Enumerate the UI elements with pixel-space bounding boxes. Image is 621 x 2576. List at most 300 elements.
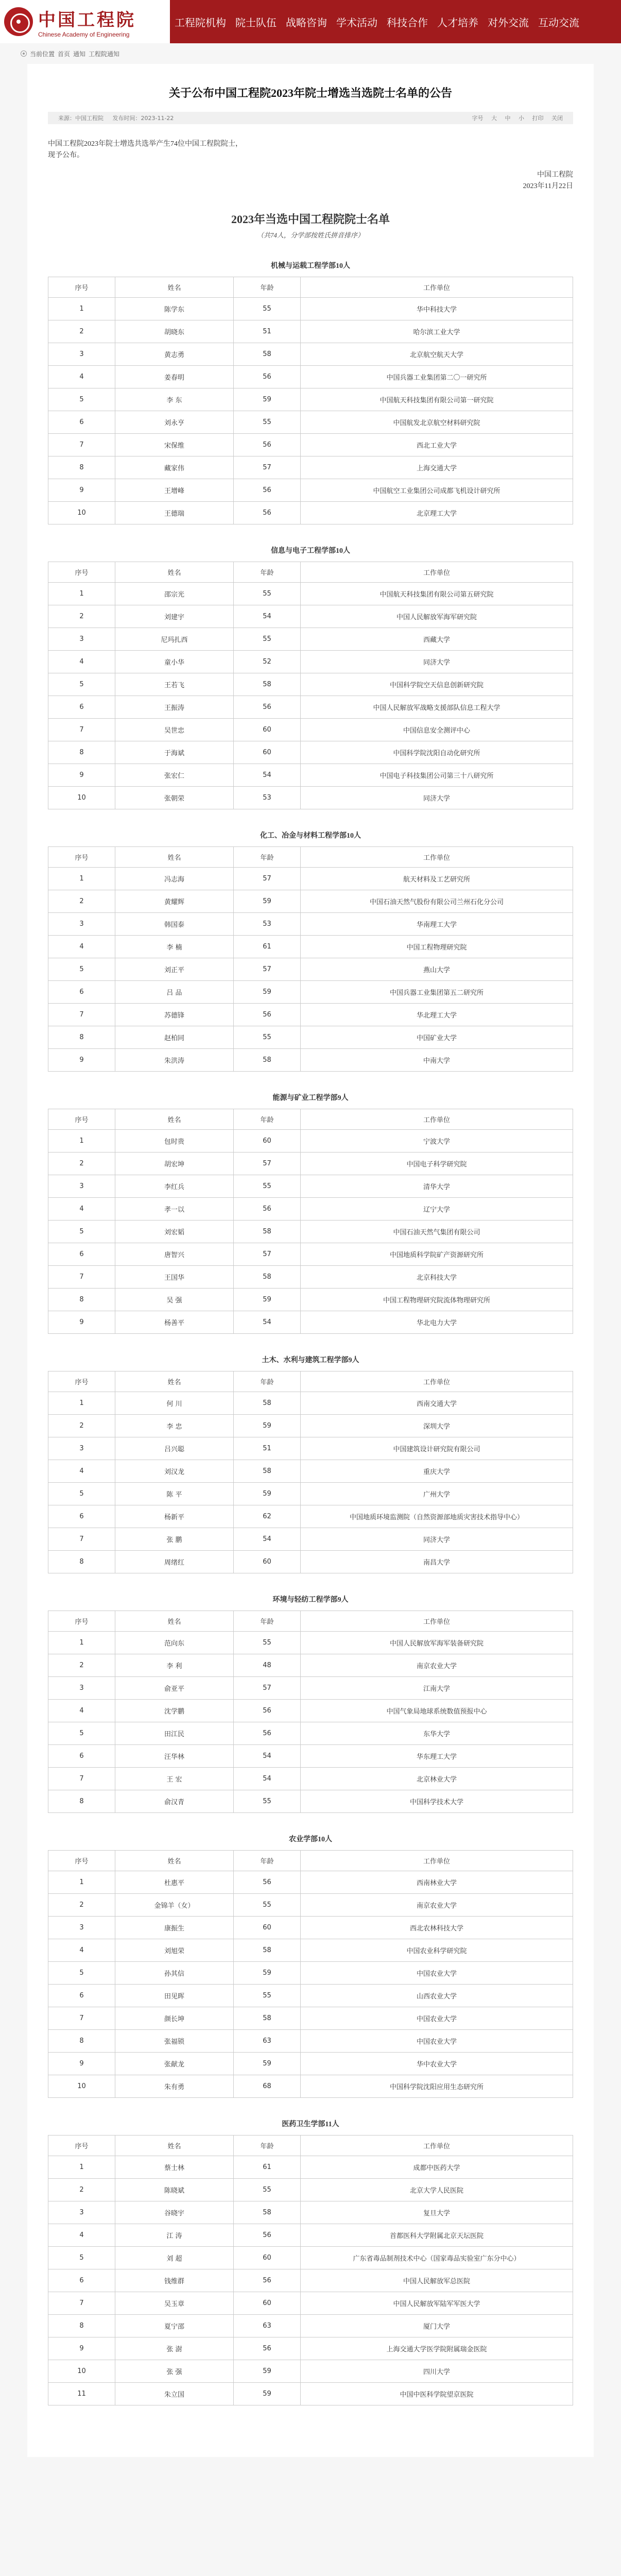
division-section — [48, 830, 573, 1072]
column-header: 工作单位 — [301, 1371, 573, 1392]
member-affiliation: 哈尔滨工业大学 — [301, 320, 573, 343]
member-name: 于海斌 — [115, 741, 234, 764]
member-name: 张福锁 — [115, 2030, 234, 2053]
division-title: 信息与电子工程学部10人 — [271, 547, 350, 555]
site-header — [0, 0, 621, 43]
row-index: 6 — [48, 981, 115, 1004]
member-affiliation: 中国科学院空天信息创新研究院 — [301, 673, 573, 696]
member-name: 金锦羊（女） — [115, 1894, 234, 1917]
table-row — [48, 605, 573, 628]
member-table — [48, 1850, 573, 2098]
row-index: 4 — [48, 2224, 115, 2247]
member-name: 刘正平 — [115, 958, 234, 981]
nav-item[interactable]: 战略咨询 — [286, 16, 327, 29]
member-affiliation: 首都医科大学附属北京天坛医院 — [301, 2224, 573, 2247]
table-row — [48, 1894, 573, 1917]
member-name: 王德瑞 — [115, 502, 234, 524]
member-name: 吴 强 — [115, 1289, 234, 1311]
member-affiliation: 同济大学 — [301, 1528, 573, 1551]
member-name: 张 强 — [115, 2360, 234, 2383]
member-age: 53 — [234, 913, 301, 936]
member-age: 57 — [234, 456, 301, 479]
row-index: 9 — [48, 2053, 115, 2075]
row-index: 3 — [48, 343, 115, 366]
member-age: 60 — [234, 1551, 301, 1573]
member-age: 58 — [234, 2007, 301, 2030]
row-index: 9 — [48, 2337, 115, 2360]
member-name: 邵宗光 — [115, 583, 234, 605]
row-index: 5 — [48, 1483, 115, 1505]
table-row — [48, 343, 573, 366]
division-title: 土木、水利与建筑工程学部9人 — [262, 1357, 359, 1364]
member-affiliation: 中国地质科学院矿产资源研究所 — [301, 1243, 573, 1266]
member-age: 57 — [234, 958, 301, 981]
member-name: 李红兵 — [115, 1175, 234, 1198]
member-name: 朱有勇 — [115, 2075, 234, 2098]
breadcrumb-notice[interactable]: 通知 — [73, 50, 86, 58]
column-header: 年龄 — [234, 2136, 301, 2156]
column-header: 姓名 — [115, 562, 234, 583]
site-logo[interactable] — [0, 0, 170, 43]
division-section — [48, 260, 573, 524]
table-row — [48, 1528, 573, 1551]
row-index: 5 — [48, 1221, 115, 1243]
table-row — [48, 1221, 573, 1243]
row-index: 9 — [48, 1311, 115, 1334]
division-title: 化工、冶金与材料工程学部10人 — [260, 832, 361, 840]
close-button[interactable]: 关闭 — [551, 115, 563, 122]
member-name: 王增峰 — [115, 479, 234, 502]
column-header: 工作单位 — [301, 847, 573, 868]
row-index: 1 — [48, 298, 115, 320]
member-affiliation: 南京农业大学 — [301, 1894, 573, 1917]
table-row — [48, 1745, 573, 1768]
member-affiliation: 中国航空工业集团公司成都飞机设计研究所 — [301, 479, 573, 502]
member-name: 沈学鹏 — [115, 1700, 234, 1722]
print-button[interactable]: 打印 — [532, 115, 544, 122]
row-index: 6 — [48, 1243, 115, 1266]
member-name: 刘宏韬 — [115, 1221, 234, 1243]
member-name: 孝一以 — [115, 1198, 234, 1221]
table-row — [48, 1243, 573, 1266]
row-index: 2 — [48, 605, 115, 628]
member-name: 李 利 — [115, 1654, 234, 1677]
member-age: 55 — [234, 628, 301, 651]
member-name: 张献龙 — [115, 2053, 234, 2075]
row-index: 6 — [48, 411, 115, 434]
member-affiliation: 中国科学院沈阳应用生态研究所 — [301, 2075, 573, 2098]
table-row — [48, 1768, 573, 1790]
member-name: 颜长坤 — [115, 2007, 234, 2030]
column-header: 工作单位 — [301, 562, 573, 583]
column-header: 工作单位 — [301, 1109, 573, 1130]
member-name: 尼玛扎西 — [115, 628, 234, 651]
row-index: 4 — [48, 651, 115, 673]
division-section — [48, 1834, 573, 2098]
column-header: 姓名 — [115, 277, 234, 298]
member-affiliation: 复旦大学 — [301, 2201, 573, 2224]
nav-item[interactable]: 学术活动 — [336, 16, 377, 29]
table-row — [48, 1939, 573, 1962]
row-index: 3 — [48, 2201, 115, 2224]
member-name: 黄耀辉 — [115, 890, 234, 913]
member-age: 59 — [234, 2383, 301, 2405]
member-affiliation: 南京农业大学 — [301, 1654, 573, 1677]
row-index: 6 — [48, 1745, 115, 1768]
member-age: 55 — [234, 1985, 301, 2007]
column-header: 工作单位 — [301, 1611, 573, 1632]
member-age: 59 — [234, 2360, 301, 2383]
member-age: 56 — [234, 696, 301, 719]
row-index: 1 — [48, 868, 115, 890]
member-age: 52 — [234, 651, 301, 673]
member-age: 55 — [234, 411, 301, 434]
row-index: 10 — [48, 2360, 115, 2383]
member-age: 56 — [234, 502, 301, 524]
table-header-row — [48, 562, 573, 583]
division-sections — [48, 260, 573, 2405]
table-row — [48, 366, 573, 388]
member-affiliation: 中国科学院沈阳自动化研究所 — [301, 741, 573, 764]
table-row — [48, 1175, 573, 1198]
member-age: 55 — [234, 1894, 301, 1917]
member-name: 吴玉章 — [115, 2292, 234, 2315]
member-age: 68 — [234, 2075, 301, 2098]
member-age: 58 — [234, 1939, 301, 1962]
table-row — [48, 1437, 573, 1460]
member-age: 55 — [234, 1790, 301, 1813]
member-age: 59 — [234, 1962, 301, 1985]
member-age: 58 — [234, 343, 301, 366]
column-header: 年龄 — [234, 562, 301, 583]
font-large-button[interactable]: 大 — [491, 115, 497, 122]
member-age: 56 — [234, 1700, 301, 1722]
table-header-row — [48, 1611, 573, 1632]
table-row — [48, 2337, 573, 2360]
member-name: 张朝荣 — [115, 787, 234, 809]
member-table — [48, 1371, 573, 1573]
member-affiliation: 中国电子科技集团公司第三十八研究所 — [301, 764, 573, 787]
division-section — [48, 2119, 573, 2405]
column-header: 姓名 — [115, 847, 234, 868]
member-name: 吕兴聪 — [115, 1437, 234, 1460]
table-row — [48, 1198, 573, 1221]
member-age: 51 — [234, 320, 301, 343]
column-header: 序号 — [48, 1371, 115, 1392]
member-affiliation: 华南理工大学 — [301, 913, 573, 936]
member-affiliation: 中国信息安全测评中心 — [301, 719, 573, 741]
list-title: 2023年当选中国工程院院士名单 — [231, 213, 390, 226]
division-title: 农业学部10人 — [289, 1836, 332, 1843]
table-row — [48, 2053, 573, 2075]
row-index: 3 — [48, 1175, 115, 1198]
member-age: 54 — [234, 1311, 301, 1334]
row-index: 5 — [48, 2247, 115, 2269]
row-index: 2 — [48, 1654, 115, 1677]
member-name: 韩国泰 — [115, 913, 234, 936]
member-age: 60 — [234, 1917, 301, 1939]
table-row — [48, 1790, 573, 1813]
member-name: 刘 超 — [115, 2247, 234, 2269]
nav-item[interactable]: 工程院机构 — [175, 16, 226, 29]
row-index: 7 — [48, 434, 115, 456]
breadcrumb-current[interactable]: 工程院通知 — [89, 50, 120, 58]
member-affiliation: 北京大学人民医院 — [301, 2179, 573, 2201]
member-affiliation: 山西农业大学 — [301, 1985, 573, 2007]
row-index: 2 — [48, 890, 115, 913]
member-age: 59 — [234, 981, 301, 1004]
member-affiliation: 江南大学 — [301, 1677, 573, 1700]
member-affiliation: 中国地质环境监测院（自然资源部地质灾害技术指导中心） — [301, 1505, 573, 1528]
column-header: 姓名 — [115, 2136, 234, 2156]
meta-date: 发布时间：2023-11-22 — [112, 115, 174, 122]
member-affiliation: 南昌大学 — [301, 1551, 573, 1573]
main-nav — [170, 0, 584, 43]
member-affiliation: 华中农业大学 — [301, 2053, 573, 2075]
row-index: 8 — [48, 2030, 115, 2053]
table-row — [48, 2156, 573, 2179]
member-affiliation: 中国农业大学 — [301, 2007, 573, 2030]
table-row — [48, 913, 573, 936]
member-name: 陈晓斌 — [115, 2179, 234, 2201]
member-affiliation: 中国工程物理研究院流体物理研究所 — [301, 1289, 573, 1311]
member-age: 55 — [234, 1175, 301, 1198]
member-affiliation: 中国农业大学 — [301, 1962, 573, 1985]
table-header-row — [48, 1371, 573, 1392]
member-table — [48, 562, 573, 809]
member-name: 刘汉龙 — [115, 1460, 234, 1483]
member-table — [48, 2135, 573, 2405]
member-age: 58 — [234, 673, 301, 696]
row-index: 3 — [48, 1437, 115, 1460]
member-name: 姜春明 — [115, 366, 234, 388]
division-title: 机械与运载工程学部10人 — [271, 262, 350, 270]
member-affiliation: 西藏大学 — [301, 628, 573, 651]
table-row — [48, 320, 573, 343]
member-age: 58 — [234, 1221, 301, 1243]
table-header-row — [48, 847, 573, 868]
row-index: 3 — [48, 1677, 115, 1700]
row-index: 4 — [48, 1939, 115, 1962]
member-name: 俞汉青 — [115, 1790, 234, 1813]
table-row — [48, 1415, 573, 1437]
member-name: 童小华 — [115, 651, 234, 673]
member-name: 周绪红 — [115, 1551, 234, 1573]
member-age: 57 — [234, 1677, 301, 1700]
table-row — [48, 2315, 573, 2337]
intro-line: 中国工程院2023年院士增选共选举产生74位中国工程院院士， — [48, 140, 243, 148]
member-affiliation: 中国石油天然气集团有限公司 — [301, 1221, 573, 1243]
table-row — [48, 388, 573, 411]
row-index: 2 — [48, 1153, 115, 1175]
member-name: 宋保维 — [115, 434, 234, 456]
member-age: 56 — [234, 434, 301, 456]
table-row — [48, 1722, 573, 1745]
table-row — [48, 502, 573, 524]
member-name: 李 东 — [115, 388, 234, 411]
division-section — [48, 1594, 573, 1813]
table-row — [48, 1917, 573, 1939]
member-age: 56 — [234, 2224, 301, 2247]
member-age: 54 — [234, 1745, 301, 1768]
nav-item[interactable]: 科技合作 — [387, 16, 428, 29]
table-row — [48, 2179, 573, 2201]
member-affiliation: 中国中医科学院望京医院 — [301, 2383, 573, 2405]
column-header: 年龄 — [234, 1611, 301, 1632]
table-row — [48, 1026, 573, 1049]
column-header: 序号 — [48, 1851, 115, 1871]
font-medium-button[interactable]: 中 — [505, 115, 511, 122]
member-name: 谷晓宇 — [115, 2201, 234, 2224]
article-container — [27, 64, 594, 2457]
member-name: 王 宏 — [115, 1768, 234, 1790]
nav-item[interactable]: 院士队伍 — [235, 16, 277, 29]
row-index: 7 — [48, 1768, 115, 1790]
row-index: 2 — [48, 1415, 115, 1437]
row-index: 8 — [48, 2315, 115, 2337]
member-name: 刘旭荣 — [115, 1939, 234, 1962]
member-name: 胡宏坤 — [115, 1153, 234, 1175]
row-index: 4 — [48, 1198, 115, 1221]
member-affiliation: 同济大学 — [301, 651, 573, 673]
member-name: 何 川 — [115, 1392, 234, 1415]
table-row — [48, 696, 573, 719]
table-row — [48, 583, 573, 605]
table-header-row — [48, 1851, 573, 1871]
member-affiliation: 同济大学 — [301, 787, 573, 809]
column-header: 年龄 — [234, 1371, 301, 1392]
member-name: 康振生 — [115, 1917, 234, 1939]
table-row — [48, 741, 573, 764]
academy-seal-icon — [4, 7, 33, 36]
breadcrumb-home[interactable]: 首页 — [58, 50, 71, 58]
member-age: 56 — [234, 1871, 301, 1894]
list-subtitle: （共74人，分学部按姓氏拼音排序） — [256, 231, 364, 239]
row-index: 7 — [48, 1266, 115, 1289]
table-row — [48, 1130, 573, 1153]
member-age: 59 — [234, 890, 301, 913]
member-affiliation: 深圳大学 — [301, 1415, 573, 1437]
member-age: 62 — [234, 1505, 301, 1528]
table-row — [48, 411, 573, 434]
row-index: 3 — [48, 628, 115, 651]
member-age: 63 — [234, 2030, 301, 2053]
member-affiliation: 燕山大学 — [301, 958, 573, 981]
member-age: 54 — [234, 764, 301, 787]
nav-item[interactable]: 人才培养 — [437, 16, 478, 29]
member-age: 60 — [234, 1130, 301, 1153]
member-affiliation: 中国人民解放军战略支援部队信息工程大学 — [301, 696, 573, 719]
column-header: 年龄 — [234, 847, 301, 868]
member-name: 吴世忠 — [115, 719, 234, 741]
member-name: 田见晖 — [115, 1985, 234, 2007]
meta-source: 来源：中国工程院 — [58, 115, 104, 122]
member-table — [48, 846, 573, 1072]
row-index: 3 — [48, 913, 115, 936]
member-affiliation: 华东理工大学 — [301, 1745, 573, 1768]
font-small-button[interactable]: 小 — [519, 115, 524, 122]
column-header: 姓名 — [115, 1371, 234, 1392]
member-age: 56 — [234, 366, 301, 388]
member-affiliation: 中国工程物理研究院 — [301, 936, 573, 958]
member-name: 黄志勇 — [115, 343, 234, 366]
member-age: 58 — [234, 1266, 301, 1289]
table-row — [48, 673, 573, 696]
division-section — [48, 1092, 573, 1334]
division-section — [48, 1354, 573, 1573]
nav-item[interactable]: 互动交流 — [538, 16, 579, 29]
division-title: 能源与矿业工程学部9人 — [272, 1094, 349, 1102]
column-header: 年龄 — [234, 277, 301, 298]
row-index: 5 — [48, 958, 115, 981]
logo-chinese-name: 中国工程院 — [38, 10, 136, 30]
member-name: 包时贵 — [115, 1130, 234, 1153]
row-index: 4 — [48, 1700, 115, 1722]
row-index: 4 — [48, 1460, 115, 1483]
table-row — [48, 1004, 573, 1026]
table-row — [48, 1985, 573, 2007]
member-name: 冯志海 — [115, 868, 234, 890]
table-row — [48, 1551, 573, 1573]
member-affiliation: 中国科学技术大学 — [301, 1790, 573, 1813]
row-index: 10 — [48, 2075, 115, 2098]
row-index: 1 — [48, 1130, 115, 1153]
table-row — [48, 1871, 573, 1894]
column-header: 姓名 — [115, 1109, 234, 1130]
member-age: 55 — [234, 1632, 301, 1654]
member-age: 54 — [234, 1768, 301, 1790]
row-index: 3 — [48, 1917, 115, 1939]
table-row — [48, 958, 573, 981]
sign-org: 中国工程院 — [537, 171, 573, 179]
member-name: 陈 平 — [115, 1483, 234, 1505]
member-age: 56 — [234, 1004, 301, 1026]
member-name: 陈学东 — [115, 298, 234, 320]
member-name: 俞亚平 — [115, 1677, 234, 1700]
row-index: 9 — [48, 479, 115, 502]
article-intro — [48, 139, 573, 161]
member-name: 田江民 — [115, 1722, 234, 1745]
member-age: 60 — [234, 719, 301, 741]
member-affiliation: 中国人民解放军海军研究院 — [301, 605, 573, 628]
column-header: 序号 — [48, 1109, 115, 1130]
member-name: 朱洪涛 — [115, 1049, 234, 1072]
member-name: 刘永亨 — [115, 411, 234, 434]
table-row — [48, 2224, 573, 2247]
table-row — [48, 434, 573, 456]
table-row — [48, 298, 573, 320]
member-name: 王若飞 — [115, 673, 234, 696]
row-index: 8 — [48, 456, 115, 479]
table-row — [48, 479, 573, 502]
member-affiliation: 中国航天科技集团有限公司第一研究院 — [301, 388, 573, 411]
table-header-row — [48, 2136, 573, 2156]
column-header: 姓名 — [115, 1611, 234, 1632]
row-index: 1 — [48, 1632, 115, 1654]
table-row — [48, 2201, 573, 2224]
nav-item[interactable]: 对外交流 — [488, 16, 529, 29]
member-affiliation: 中南大学 — [301, 1049, 573, 1072]
member-age: 60 — [234, 2247, 301, 2269]
member-affiliation: 四川大学 — [301, 2360, 573, 2383]
table-row — [48, 456, 573, 479]
member-name: 王振涛 — [115, 696, 234, 719]
row-index: 8 — [48, 741, 115, 764]
member-table — [48, 277, 573, 524]
member-age: 60 — [234, 2292, 301, 2315]
row-index: 8 — [48, 1289, 115, 1311]
member-affiliation: 西北工业大学 — [301, 434, 573, 456]
